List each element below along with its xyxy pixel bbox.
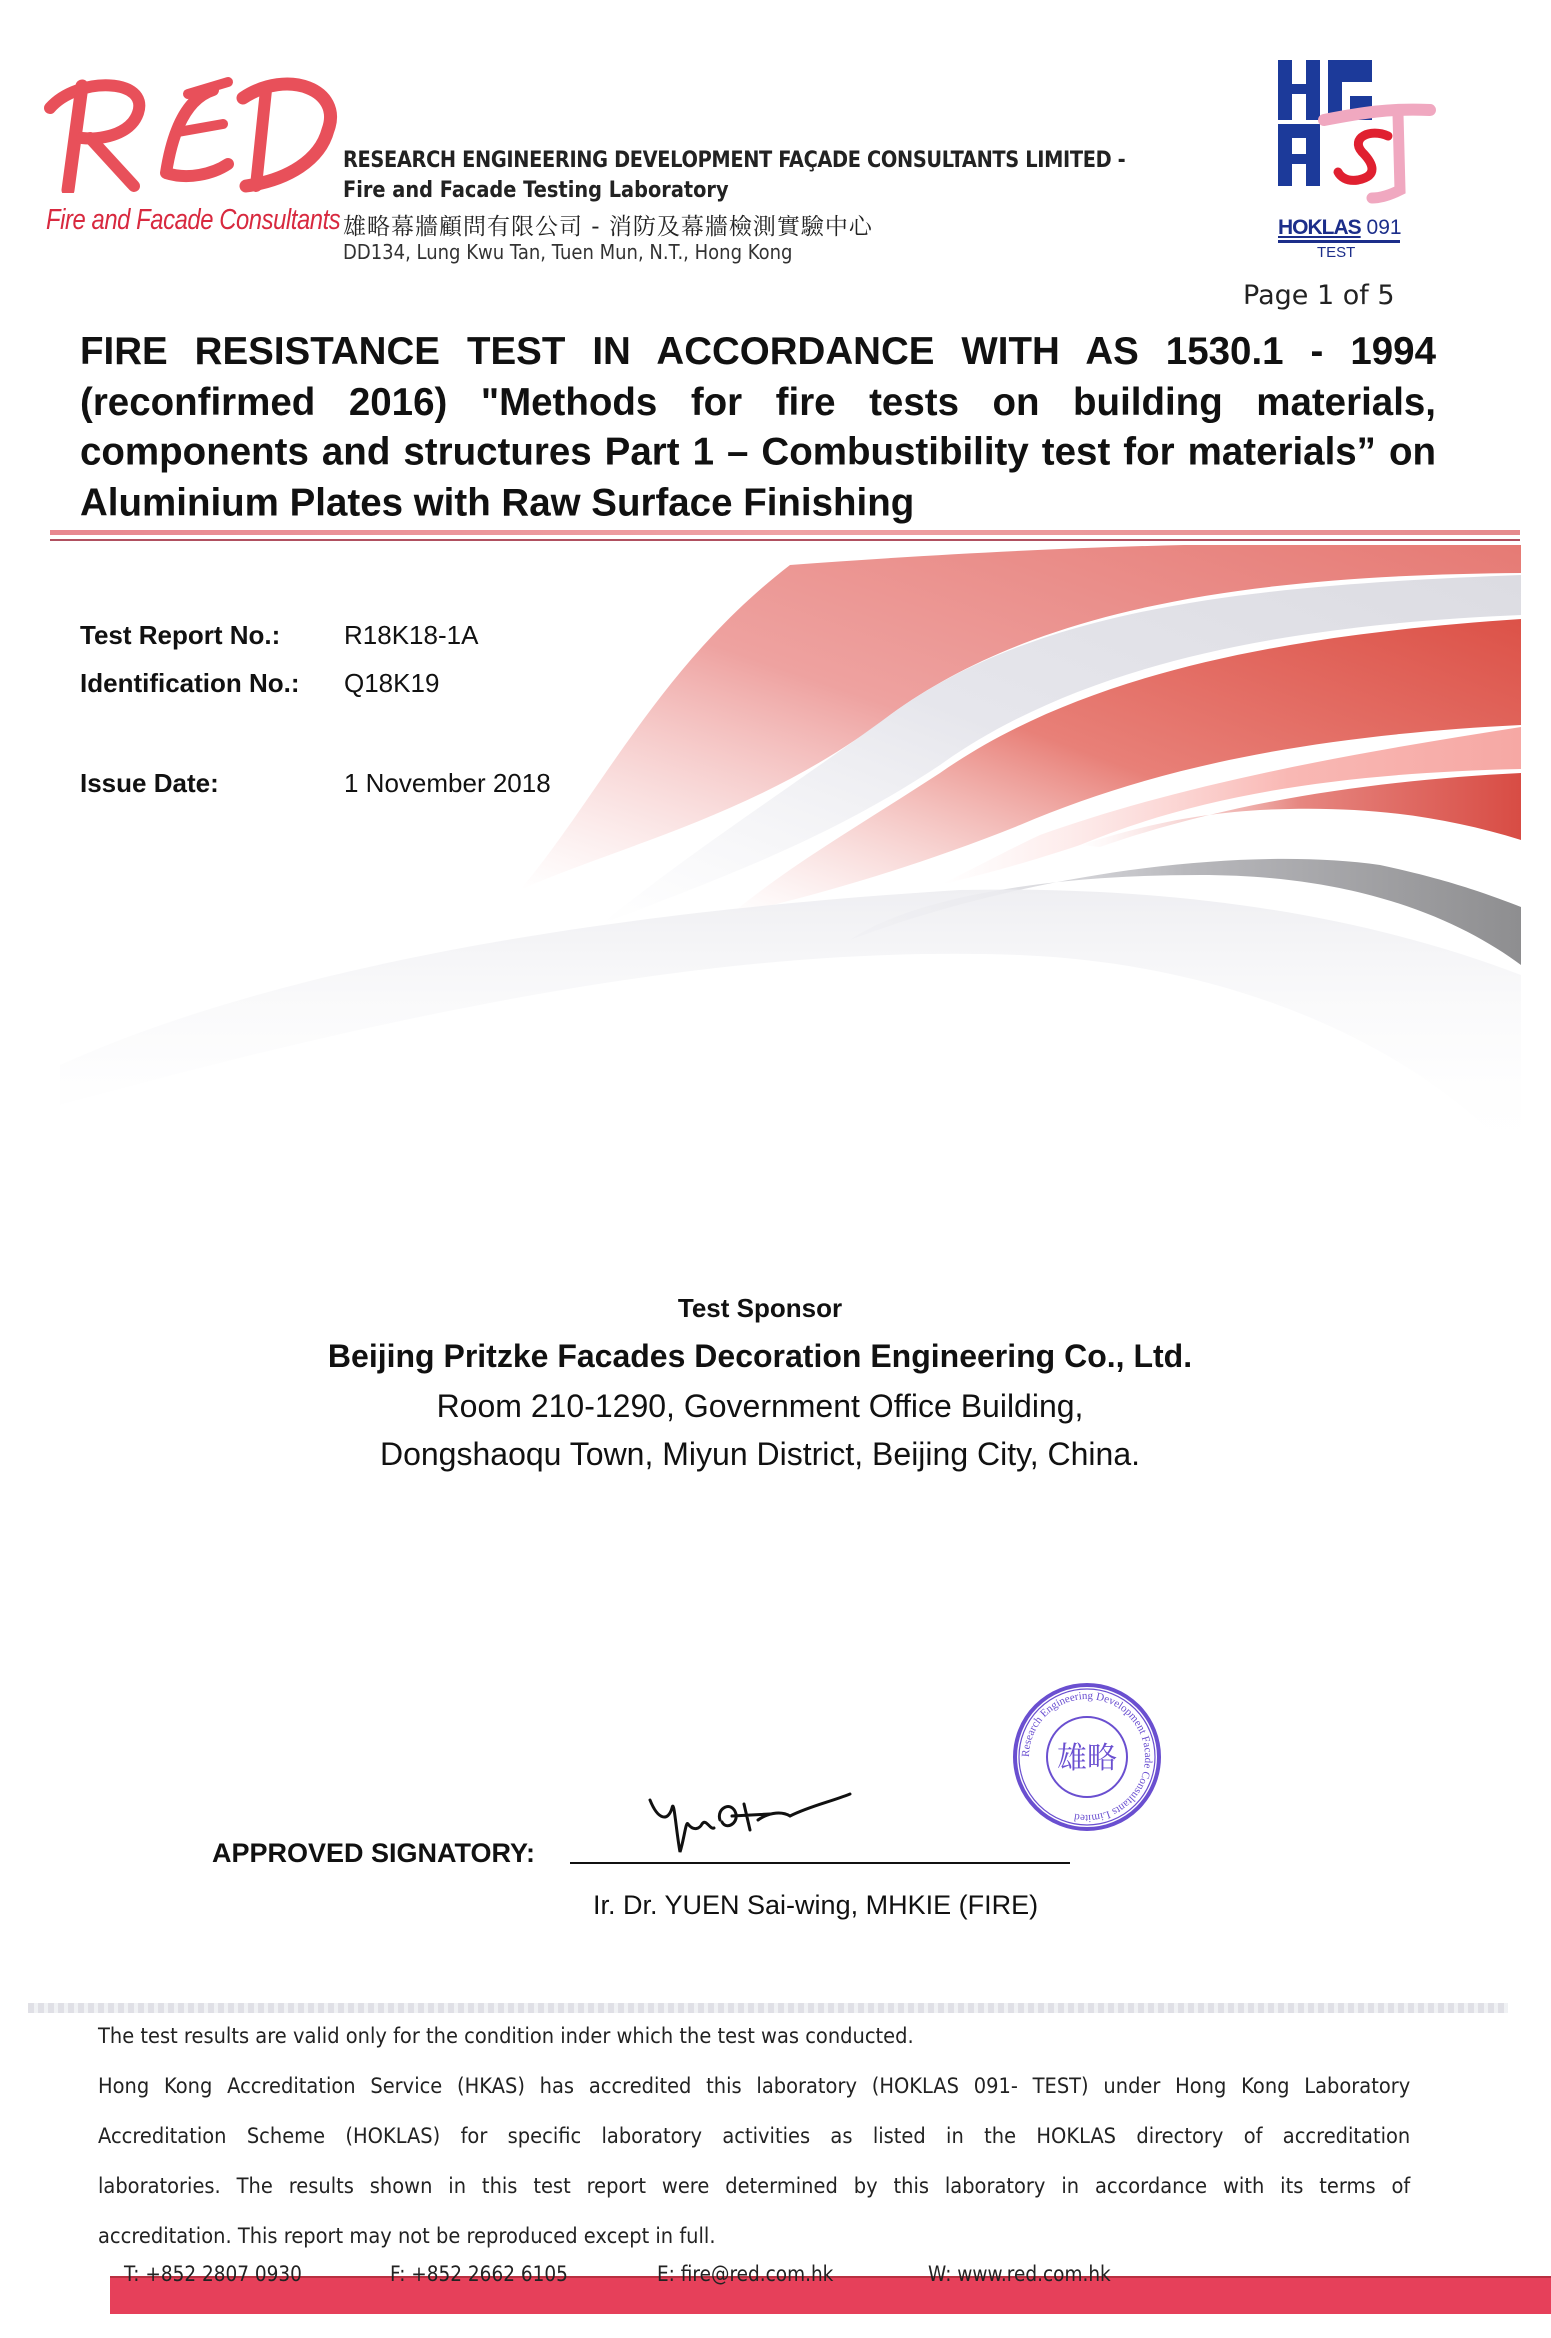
identification-no-value: Q18K19 bbox=[344, 668, 440, 698]
hoklas-number: 091 bbox=[1366, 216, 1402, 239]
disclaimer-line: accreditation. This report may not be reproduced except in full. bbox=[98, 2224, 716, 2249]
disclaimer-line: The test results are valid only for the condition inder which the test was conducted. bbox=[98, 2024, 914, 2049]
hoklas-label bbox=[1278, 216, 1402, 240]
footer-telephone: T: +852 2807 0930 bbox=[124, 2262, 302, 2286]
company-name-chinese: 雄略幕牆顧問有限公司 - 消防及幕牆檢測實驗中心 bbox=[343, 214, 873, 240]
company-stamp-icon bbox=[1007, 1680, 1167, 1835]
report-no-label: Test Report No.: bbox=[80, 620, 281, 650]
hoklas-category: TEST bbox=[1317, 244, 1356, 261]
footer-fax: F: +852 2662 6105 bbox=[390, 2262, 568, 2286]
disclaimer-divider bbox=[28, 2003, 1508, 2013]
title-divider-thin bbox=[50, 539, 1520, 541]
issue-date-label: Issue Date: bbox=[80, 768, 219, 798]
issue-date-value: 1 November 2018 bbox=[344, 768, 551, 798]
lab-name: Fire and Facade Testing Laboratory bbox=[343, 178, 729, 203]
stamp-center-text: 雄略 bbox=[1057, 1742, 1117, 1775]
identification-no-label: Identification No.: bbox=[80, 668, 300, 698]
red-logo-icon bbox=[38, 68, 338, 193]
company-address: DD134, Lung Kwu Tan, Tuen Mun, N.T., Hong Kong bbox=[343, 240, 793, 264]
stamp-ring-text: Research Engineering Development Facade Consultants Limited bbox=[1019, 1689, 1155, 1825]
sponsor-heading: Test Sponsor bbox=[677, 1293, 843, 1323]
sponsor-name: Beijing Pritzke Facades Decoration Engineering Co., Ltd. bbox=[327, 1338, 1193, 1374]
logo-tagline: Fire and Facade Consultants bbox=[46, 204, 341, 236]
decorative-swoosh-graphic bbox=[60, 545, 1521, 1265]
swoosh-band-light-2 bbox=[60, 890, 1521, 1165]
title-divider bbox=[50, 530, 1520, 535]
approved-signatory-label: APPROVED SIGNATORY: bbox=[212, 1838, 536, 1868]
page-number: Page 1 of 5 bbox=[1243, 280, 1395, 311]
disclaimer-line: laboratories. The results shown in this test report were determined by this laboratory in accordance with its terms of bbox=[98, 2174, 1411, 2199]
report-title: FIRE RESISTANCE TEST IN ACCORDANCE WITH AS 1530.1 - 1994 (reconfirmed 2016) "Methods for fire tests on building materials, components and structures Part 1 – Combustibility test for materials” on Aluminium Plates with Raw Surface Finishing bbox=[80, 329, 1436, 525]
signature-icon bbox=[640, 1780, 860, 1870]
footer-website-link[interactable]: W: www.red.com.hk bbox=[928, 2262, 1111, 2286]
hkas-accreditation-logo-icon bbox=[1270, 58, 1450, 228]
company-name: RESEARCH ENGINEERING DEVELOPMENT FAÇADE CONSULTANTS LIMITED - bbox=[343, 148, 1126, 173]
signatory-name: Ir. Dr. YUEN Sai-wing, MHKIE (FIRE) bbox=[593, 1890, 1039, 1920]
report-no-value: R18K18-1A bbox=[344, 620, 479, 650]
footer-email-link[interactable]: E: fire@red.com.hk bbox=[657, 2262, 834, 2286]
disclaimer-line: Accreditation Scheme (HOKLAS) for specific laboratory activities as listed in the HOKLAS directory of accreditation bbox=[98, 2124, 1411, 2149]
hoklas-underline bbox=[1278, 240, 1400, 243]
sponsor-address-line2: Dongshaoqu Town, Miyun District, Beijing City, China. bbox=[379, 1436, 1141, 1472]
signature-line bbox=[570, 1862, 1070, 1864]
disclaimer-line: Hong Kong Accreditation Service (HKAS) has accredited this laboratory (HOKLAS 091- TEST) under Hong Kong Laboratory bbox=[98, 2074, 1411, 2099]
sponsor-address-line1: Room 210-1290, Government Office Building, bbox=[436, 1388, 1084, 1424]
hoklas-scheme: HOKLAS bbox=[1278, 216, 1361, 239]
